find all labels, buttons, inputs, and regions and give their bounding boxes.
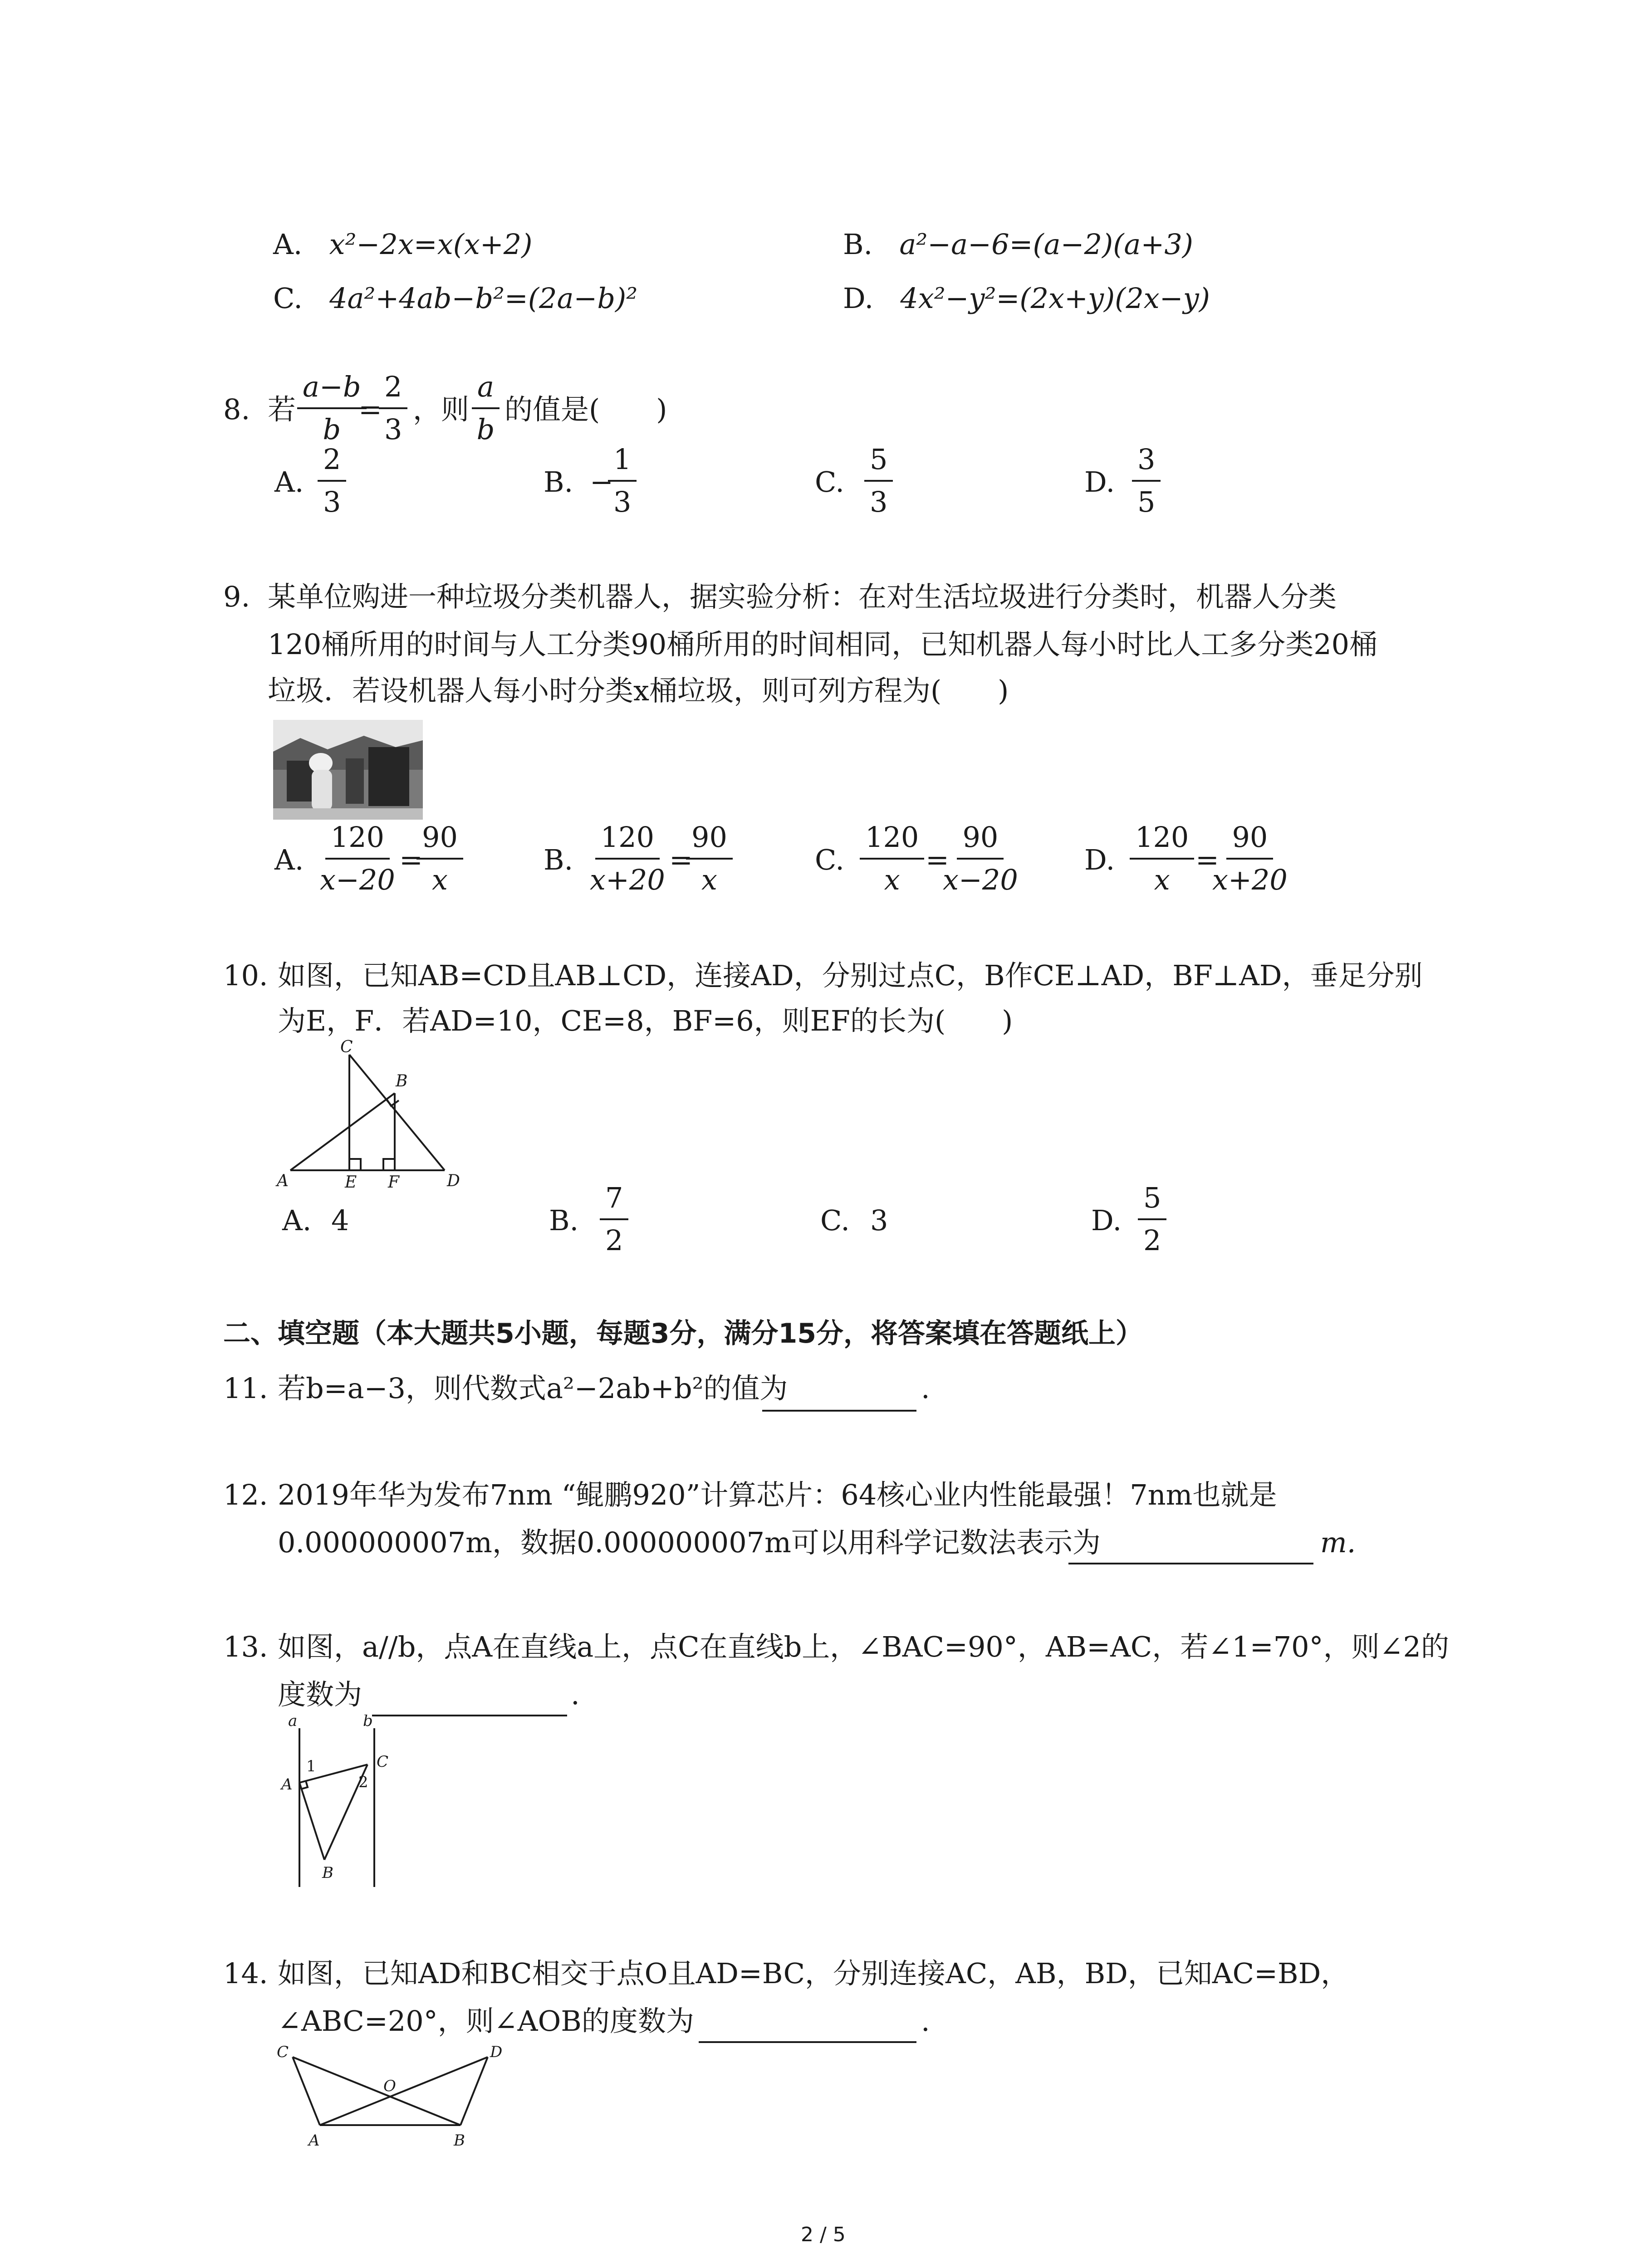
label-a: A — [277, 1172, 289, 1188]
section-2-title: 二、填空题（本大题共5小题，每题3分，满分15分，将答案填在答题纸上） — [223, 1318, 1143, 1349]
q8-lhs-fraction: $\frac{a-b}{b}$ — [297, 373, 367, 444]
q14-number: 14. — [223, 1957, 268, 1990]
q10-line-2: 为E，F．若AD=10，CE=8，BF=6，则EF的长为( ) — [278, 1004, 1013, 1037]
q8-rhs-fraction: $\frac{2}{3}$ — [379, 373, 407, 444]
label-f: F — [388, 1173, 399, 1188]
label-point-c: C — [377, 1753, 389, 1771]
q7-option-c[interactable]: C. 4a²+4ab−b²=(2a−b)² — [273, 282, 638, 315]
q8-equals: = — [358, 393, 382, 426]
label-c: C — [277, 2043, 289, 2061]
q8-suffix: 的值是( ) — [505, 393, 667, 426]
q14-end: . — [921, 2004, 930, 2038]
q14-line-1: 如图，已知AD和BC相交于点O且AD=BC，分别连接AC，AB，BD，已知AC=BD， — [278, 1957, 1349, 1990]
q14-line-2: ∠ABC=20°，则∠AOB的度数为 — [278, 2004, 694, 2038]
q11-number: 11. — [223, 1372, 268, 1405]
q12-end: m. — [1320, 1526, 1356, 1559]
label-d: D — [447, 1172, 460, 1188]
q12-answer-blank[interactable] — [1068, 1563, 1313, 1564]
q9-line-2: 120桶所用的时间与人工分类90桶所用的时间相同，已知机器人每小时比人工多分类20桶 — [268, 628, 1378, 661]
q7-option-a[interactable]: A. x²−2x=x(x+2) — [273, 228, 533, 261]
q7-option-b[interactable]: B. a²−a−6=(a−2)(a+3) — [843, 228, 1193, 261]
q7-option-c-expr: 4a²+4ab−b²=(2a−b)² — [329, 282, 638, 315]
label-o: O — [383, 2077, 396, 2095]
q10-number: 10. — [223, 959, 268, 992]
q14-crossing-segments-figure — [272, 2041, 517, 2150]
q7-option-d-expr: 4x²−y²=(2x+y)(2x−y) — [900, 282, 1210, 315]
q7-option-b-expr: a²−a−6=(a−2)(a+3) — [899, 228, 1193, 261]
q12-line-1: 2019年华为发布7nm “鲲鹏920”计算芯片：64核心业内性能最强！7nm也就是 — [278, 1478, 1277, 1511]
q8-prefix: 若 — [268, 393, 296, 426]
label-angle-2: 2 — [358, 1773, 368, 1791]
q9-line-3: 垃圾．若设机器人每小时分类x桶垃圾，则可列方程为( ) — [268, 674, 1009, 707]
q8-mid: ，则 — [413, 393, 470, 426]
q9-number: 9. — [223, 580, 250, 613]
q13-parallel-lines-figure — [272, 1715, 408, 1892]
q8-ask-fraction: $\frac{a}{b}$ — [472, 373, 500, 444]
label-c: C — [340, 1039, 353, 1056]
q13-end: . — [571, 1678, 580, 1711]
q13-line-1: 如图，a//b，点A在直线a上，点C在直线b上，∠BAC=90°，AB=AC，若∠1=70°，则∠2的 — [278, 1630, 1449, 1663]
q12-line-2: 0.000000007m，数据0.000000007m可以用科学记数法表示为 — [278, 1526, 1101, 1559]
label-a: A — [309, 2131, 320, 2150]
label-point-b: B — [322, 1864, 333, 1882]
q7-option-a-expr: x²−2x=x(x+2) — [329, 228, 533, 261]
q8-number: 8. — [223, 393, 250, 426]
q10-triangle-figure — [272, 1039, 463, 1188]
label-b: B — [454, 2131, 465, 2150]
q7-option-d[interactable]: D. 4x²−y²=(2x+y)(2x−y) — [843, 282, 1210, 315]
q13-number: 13. — [223, 1630, 268, 1663]
label-d: D — [490, 2043, 503, 2061]
label-line-b: b — [363, 1715, 373, 1730]
label-e: E — [345, 1173, 357, 1188]
q11-answer-blank[interactable] — [762, 1410, 916, 1412]
page-number: 2 / 5 — [801, 2223, 846, 2246]
q12-number: 12. — [223, 1478, 268, 1511]
label-angle-1: 1 — [306, 1757, 316, 1775]
label-point-a: A — [281, 1775, 293, 1794]
q11-text: 若b=a−3，则代数式a²−2ab+b²的值为 — [278, 1372, 788, 1405]
q13-line-2: 度数为 — [278, 1678, 362, 1711]
q9-line-1: 某单位购进一种垃圾分类机器人，据实验分析：在对生活垃圾进行分类时，机器人分类 — [268, 580, 1337, 613]
robot-photo-graphic — [273, 720, 423, 820]
label-line-a: a — [288, 1715, 298, 1730]
robot-photo — [273, 720, 423, 820]
q10-line-1: 如图，已知AB=CD且AB⊥CD，连接AD，分别过点C，B作CE⊥AD，BF⊥AD，垂足分别 — [278, 959, 1423, 992]
q11-end: . — [921, 1372, 930, 1405]
q14-answer-blank[interactable] — [699, 2041, 916, 2043]
label-b: B — [396, 1072, 408, 1090]
